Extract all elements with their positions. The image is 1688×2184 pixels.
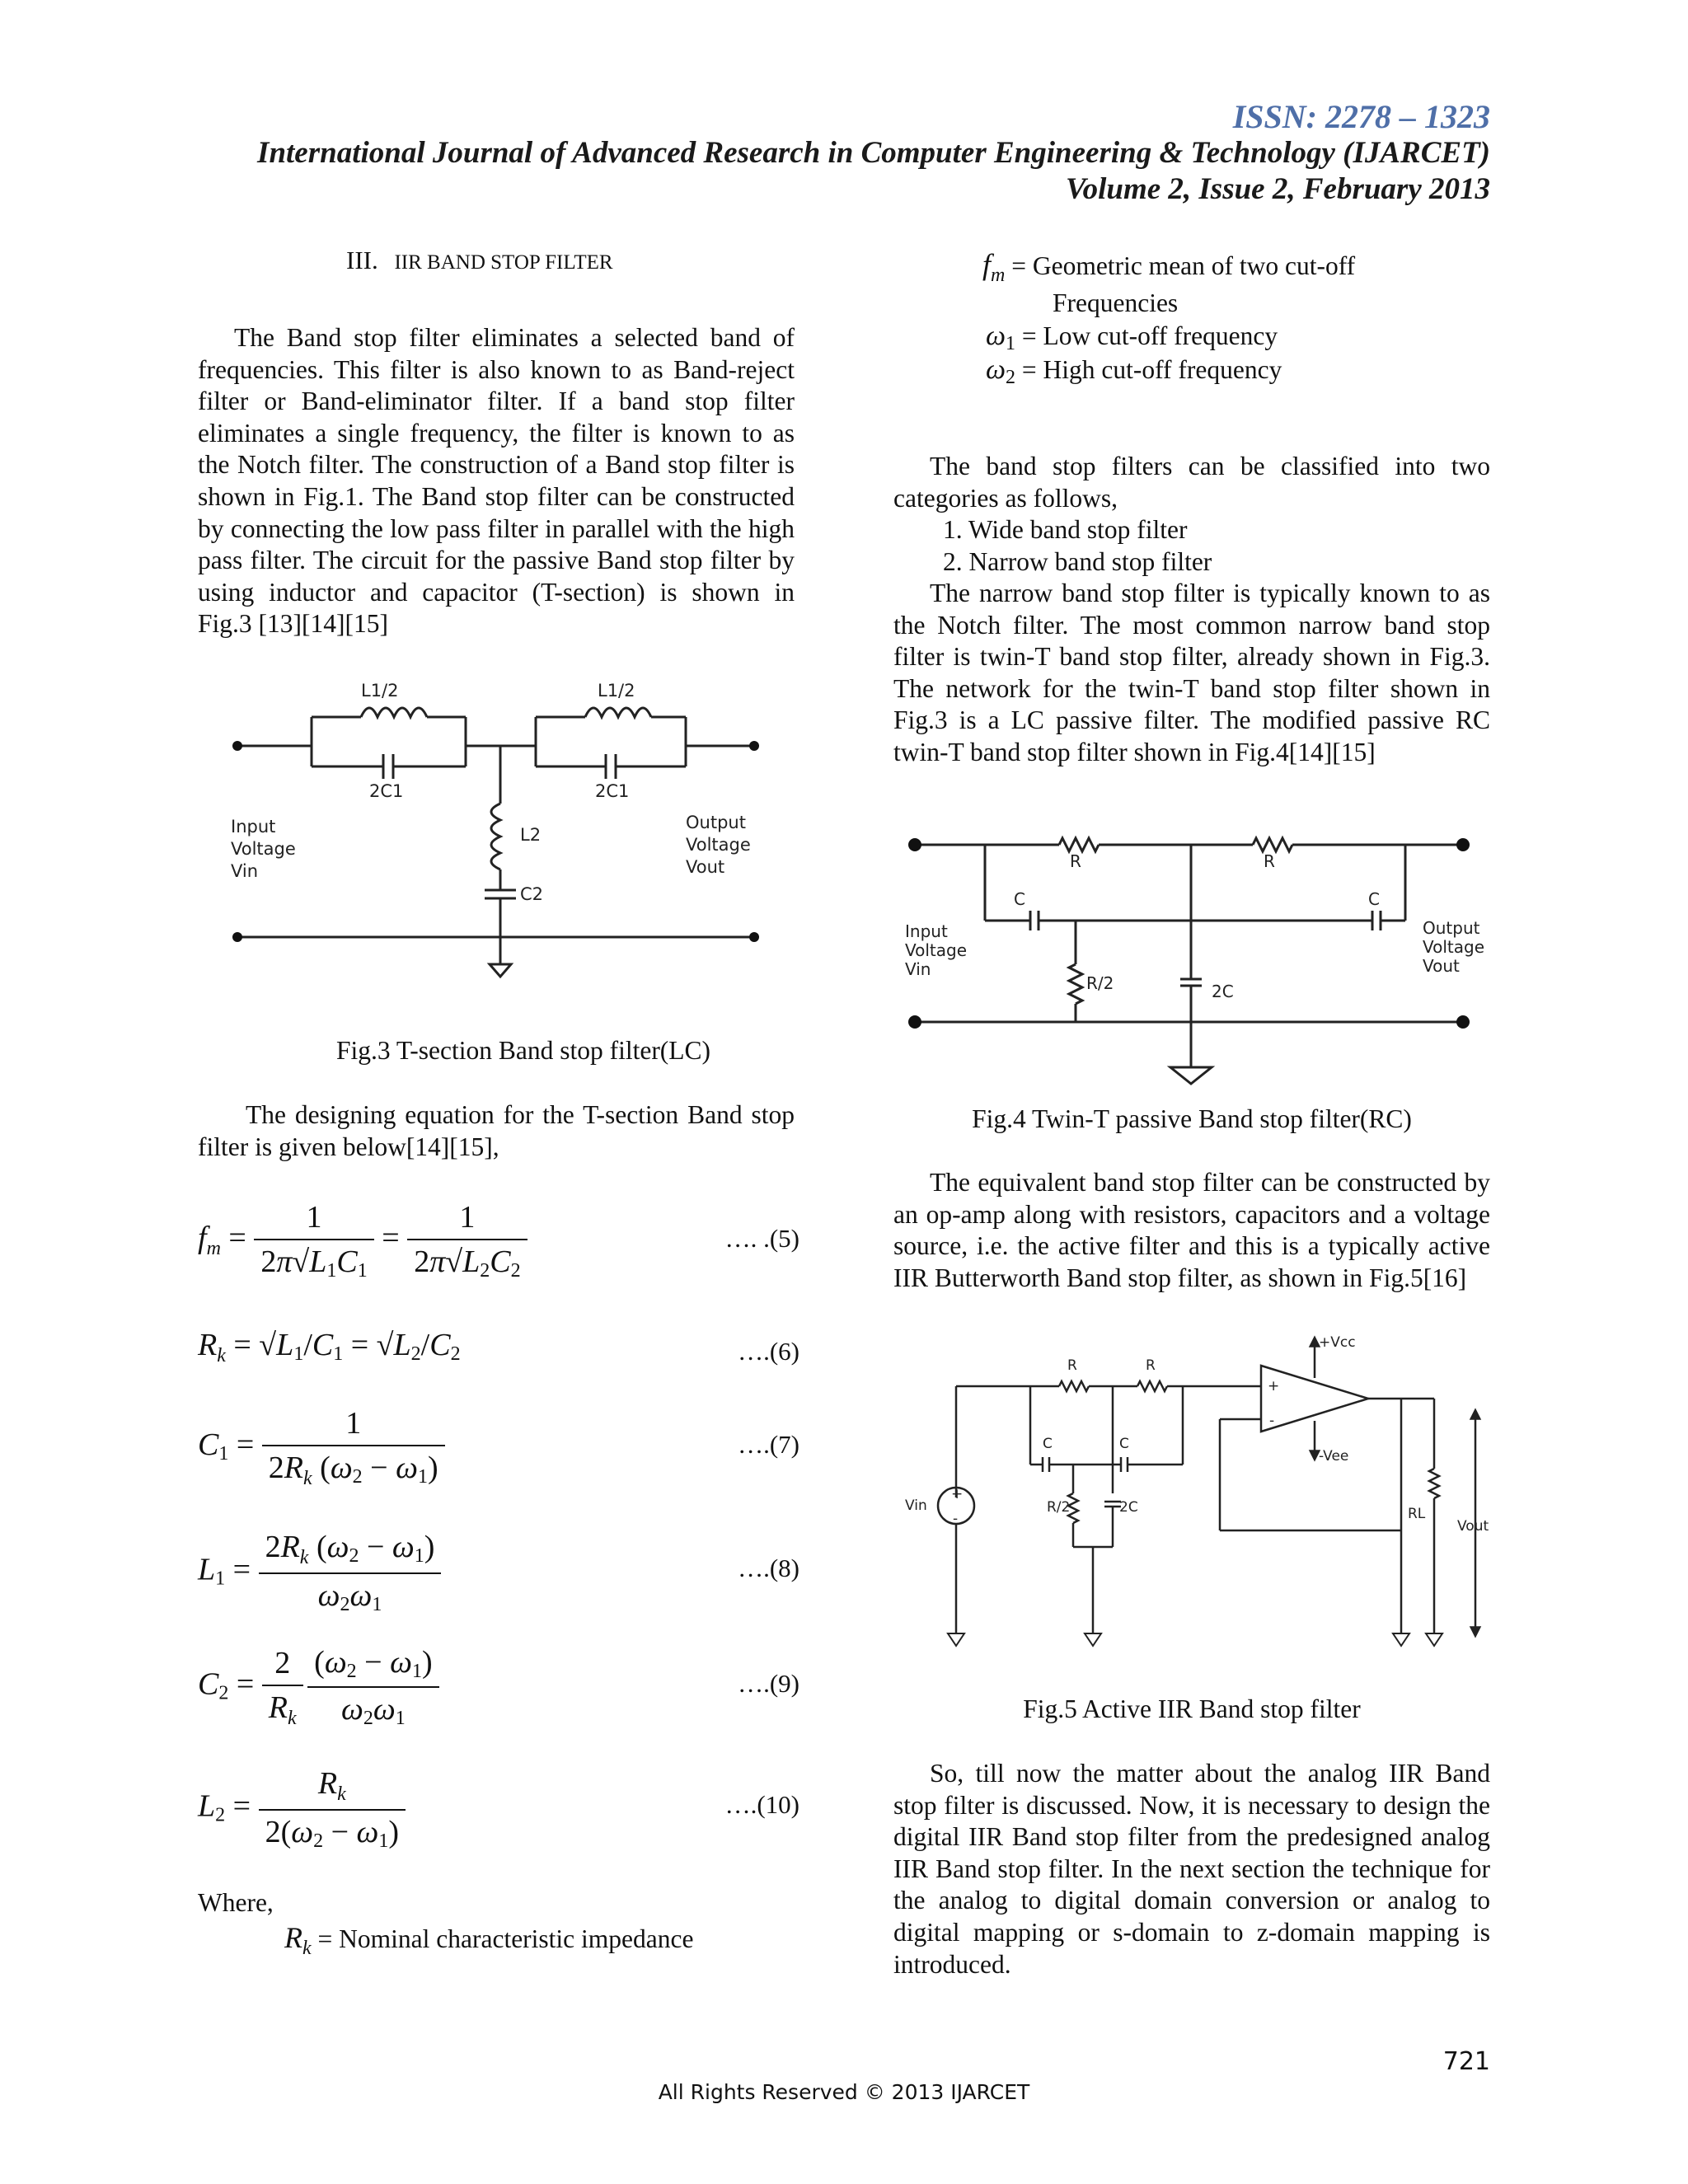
label-c-right: C [1368, 889, 1380, 909]
equation-8: L1 = $\frac{2R_k (\omega 2 - \omega 1)}{\omega 2\omega 1}$ ….(8) [198, 1530, 799, 1615]
label-input-voltage: Voltage [905, 940, 968, 960]
filter-category-list [943, 514, 1212, 578]
active-filter-paragraph: The equivalent band stop filter can be constructed by an op-amp along with resistors, capacitors and a voltage source, i.e. the active filter and this is a typically active IIR Butterworth Band stop filter, as shown in Fig.5[16] [893, 1168, 1490, 1292]
label-vout: Vout [686, 857, 725, 877]
w1-definition-text: = Low cut-off frequency [1021, 321, 1278, 350]
notch-paragraph: The narrow band stop filter is typically known to as the Notch filter. The most common narrow band stop filter is twin-T band stop filter, already shown in Fig.3. The network for the twin-T band stop filter shown in Fig.3 is a LC passive filter. The modified passive RC twin-T band stop filter shown in Fig.4[14][15] [893, 579, 1490, 766]
design-paragraph: The designing equation for the T-section Band stop filter is given below[14][15], [198, 1100, 795, 1161]
classification-paragraph: The band stop filters can be classified into two categories as follows, [893, 452, 1490, 513]
label-l2: L2 [520, 825, 542, 845]
fig5-circuit-diagram [898, 1329, 1533, 1658]
eq9-number: ….(9) [738, 1669, 799, 1698]
label-l1-half-right: L1/2 [598, 681, 635, 701]
section-heading [346, 246, 613, 275]
svg-text:+: + [1268, 1378, 1280, 1394]
label-output: Output [686, 813, 746, 832]
equation-9: C2 = $\frac{2}{R_k}$ $\frac{(\omega 2 - \omega 1)}{\omega 2\omega 1}$ ….(9) [198, 1645, 799, 1729]
svg-text:+: + [951, 1486, 964, 1502]
label-vcc: +Vcc [1319, 1334, 1356, 1351]
list-item: 2. Narrow band stop filter [943, 546, 1212, 576]
journal-title: International Journal of Advanced Research in Computer Engineering & Technology (IJARCET) [257, 136, 1490, 170]
issn-header: ISSN: 2278 – 1323 [1232, 98, 1490, 135]
label-c-left: C [1014, 889, 1025, 909]
fig5-caption: Fig.5 Active IIR Band stop filter [1023, 1694, 1361, 1723]
fm-definition: $f_m$ = Geometric mean of two cut-off [982, 248, 1356, 286]
label-vin: Vin [905, 1497, 927, 1514]
page-number: 721 [1442, 2047, 1490, 2076]
label-2c1-right: 2C1 [595, 781, 630, 801]
label-vout: Vout [1423, 956, 1460, 976]
fm-definition-cont: Frequencies [1053, 288, 1179, 317]
label-output-voltage: Voltage [686, 835, 751, 855]
label-c2: C2 [520, 884, 544, 904]
w1-definition: ω1 = Low cut-off frequency [986, 321, 1278, 354]
intro-paragraph: The Band stop filter eliminates a selected band of frequencies. This filter is also known to as Band-reject filter or Band-eliminator filter. If a band stop filter eliminates a single frequency, the filter is known to as the Notch filter. The construction of a Band stop filter is shown in Fig.1. The Band stop filter can be constructed by connecting the low pass filter in parallel with the high pass filter. The circuit for the passive Band stop filter by using inductor and capacitor (T-section) is shown in Fig.3 [13][14][15] [198, 323, 795, 639]
eq7-number: ….(7) [738, 1430, 799, 1459]
label-vin: Vin [231, 861, 259, 881]
copyright-footer: All Rights Reserved © 2013 IJARCET [658, 2080, 1030, 2104]
label-2c: 2C [1119, 1499, 1138, 1516]
label-r-half: R/2 [1047, 1499, 1071, 1516]
volume-issue: Volume 2, Issue 2, February 2013 [1066, 172, 1490, 206]
rk-definition: $R_k$ = Nominal characteristic impedance [284, 1921, 694, 1959]
label-vout: Vout [1457, 1518, 1489, 1535]
fig3-caption: Fig.3 T-section Band stop filter(LC) [335, 1036, 711, 1065]
eq5-number: …. .(5) [724, 1224, 799, 1253]
label-rl: RL [1408, 1506, 1426, 1522]
label-output: Output [1423, 918, 1480, 938]
label-l1-half-left: L1/2 [361, 681, 399, 701]
conclusion-paragraph: So, till now the matter about the analog IIR Band stop filter is discussed. Now, it is necessary to design the digital IIR Band stop filter from the predesigned analog IIR Band stop filter. In the next section the technique for the analog to digital domain conversion or analog to digital mapping or s-domain to z-domain mapping is introduced. [893, 1759, 1490, 1979]
section-number: III. [346, 246, 378, 274]
label-2c1-left: 2C1 [369, 781, 404, 801]
fm-definition-text: = Geometric mean of two cut-off [1011, 251, 1356, 280]
label-output-voltage: Voltage [1423, 937, 1485, 957]
section-title: IIR BAND STOP FILTER [394, 251, 613, 274]
label-input-voltage: Voltage [231, 839, 296, 859]
svg-text:-: - [1269, 1413, 1275, 1429]
equation-5: $f_m$ = $\frac{1}{2\pi√L1C1}$ = $\frac{1}{2\pi√L2C2}$ …. .(5) [198, 1200, 799, 1282]
equation-7: C1 = $\frac{1}{2R_k (\omega 2 - \omega 1)}$ ….(7) [198, 1406, 799, 1489]
w2-definition-text: = High cut-off frequency [1021, 355, 1282, 384]
label-r-right: R [1264, 851, 1275, 871]
label-c2: C [1119, 1436, 1129, 1452]
eq10-number: ….(10) [724, 1790, 799, 1819]
label-input: Input [905, 921, 948, 941]
where-label: Where, [198, 1888, 274, 1917]
rk-definition-text: = Nominal characteristic impedance [317, 1924, 694, 1953]
w2-definition: ω2 = High cut-off frequency [986, 354, 1282, 388]
label-r1: R [1067, 1357, 1077, 1374]
eq6-number: ….(6) [738, 1337, 799, 1366]
label-vee: -Vee [1319, 1448, 1349, 1465]
svg-text:-: - [953, 1511, 959, 1527]
label-r-left: R [1070, 851, 1081, 871]
fig3-circuit-diagram [223, 672, 767, 985]
label-2c: 2C [1212, 982, 1234, 1001]
fig4-caption: Fig.4 Twin-T passive Band stop filter(RC) [972, 1104, 1412, 1133]
fig4-diagram [898, 824, 1492, 1100]
label-input: Input [231, 817, 276, 837]
equation-10: L2 = $\frac{R_k}{2(\omega 2 - \omega 1)}$ ….(10) [198, 1766, 799, 1852]
equation-6: $R_k = √L1/C1 = √L2/C2$ ….(6) [198, 1328, 799, 1366]
label-r-half: R/2 [1086, 973, 1114, 993]
label-r2: R [1146, 1357, 1156, 1374]
label-vin: Vin [905, 959, 931, 979]
list-item: 1. Wide band stop filter [943, 515, 1188, 544]
eq8-number: ….(8) [738, 1554, 799, 1582]
label-c1: C [1043, 1436, 1053, 1452]
